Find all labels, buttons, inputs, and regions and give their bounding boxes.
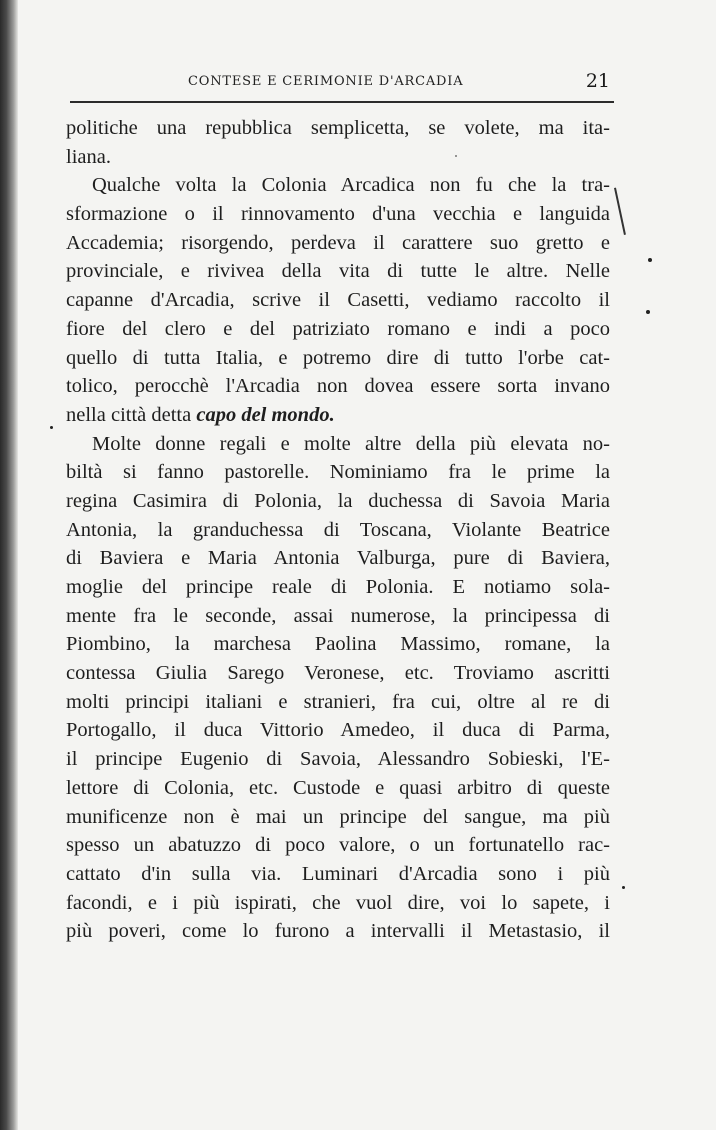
text-line: più poveri, come lo furono a intervalli il Metastasio, il [66,920,610,943]
text-line: facondi, e i più ispirati, che vuol dire, voi lo sapete, i [66,891,610,914]
text-line: biltà si fanno pastorelle. Nominiamo fra le prime la [66,461,610,484]
margin-pencil-mark [614,188,626,235]
text-line [66,401,610,430]
text-line: contessa Giulia Sarego Veronese, etc. Troviamo ascritti [66,662,610,685]
header-rule [70,101,614,103]
text-line: capanne d'Arcadia, scrive il Casetti, vediamo raccolto il [66,289,610,312]
text-line: tolico, perocchè l'Arcadia non dovea essere sorta invano [66,375,610,398]
text-line: Molte donne regali e molte altre della più elevata no- [92,432,610,455]
text-line: spesso un abatuzzo di poco valore, o un fortunatello rac- [66,834,610,857]
text-segment: nella città detta [66,403,197,426]
text-line: sformazione o il rinnovamento d'una vecchia e languida [66,203,610,226]
ink-speck [50,426,53,429]
text-line: Piombino, la marchesa Paolina Massimo, romane, la [66,633,610,656]
text-line: mente fra le seconde, assai numerose, la principessa di [66,604,610,627]
text-line: molti principi italiani e stranieri, fra cui, oltre al re di [66,690,610,713]
text-line: regina Casimira di Polonia, la duchessa di Savoia Maria [66,489,610,512]
ink-speck [648,258,652,262]
text-line: Portogallo, il duca Vittorio Amedeo, il duca di Parma, [66,719,610,742]
binding-edge [0,0,18,1130]
ink-speck [455,155,457,157]
text-line: Qualche volta la Colonia Arcadica non fu che la tra- [92,174,610,197]
ink-speck [622,886,625,889]
text-line: provinciale, e rivivea della vita di tutte le altre. Nelle [66,260,610,283]
text-line: Antonia, la granduchessa di Toscana, Violante Beatrice [66,518,610,541]
text-line: quello di tutta Italia, e potremo dire di tutto l'orbe cat- [66,346,610,369]
text-line: il principe Eugenio di Savoia, Alessandro Sobieski, l'E- [66,748,610,771]
running-title: CONTESE E CERIMONIE D'ARCADIA [188,74,464,89]
text-line: politiche una repubblica semplicetta, se volete, ma ita- [66,117,610,139]
page-header [70,72,614,96]
body-text [66,114,610,946]
emphasis-phrase: capo del mondo. [196,403,335,426]
text-line: fiore del clero e del patriziato romano e indi a poco [66,317,610,340]
text-line: liana. [66,145,111,168]
page-number: 21 [585,70,610,92]
text-line: Accademia; risorgendo, perdeva il carattere suo gretto e [66,231,610,254]
text-line: di Baviera e Maria Antonia Valburga, pure di Baviera, [66,547,610,570]
text-line: munificenze non è mai un principe del sangue, ma più [66,805,610,828]
ink-speck [646,310,650,314]
text-line: moglie del principe reale di Polonia. E notiamo sola- [66,576,610,598]
text-line: cattato d'in sulla via. Luminari d'Arcadia sono i più [66,862,610,885]
text-line: lettore di Colonia, etc. Custode e quasi arbitro di queste [66,776,610,799]
